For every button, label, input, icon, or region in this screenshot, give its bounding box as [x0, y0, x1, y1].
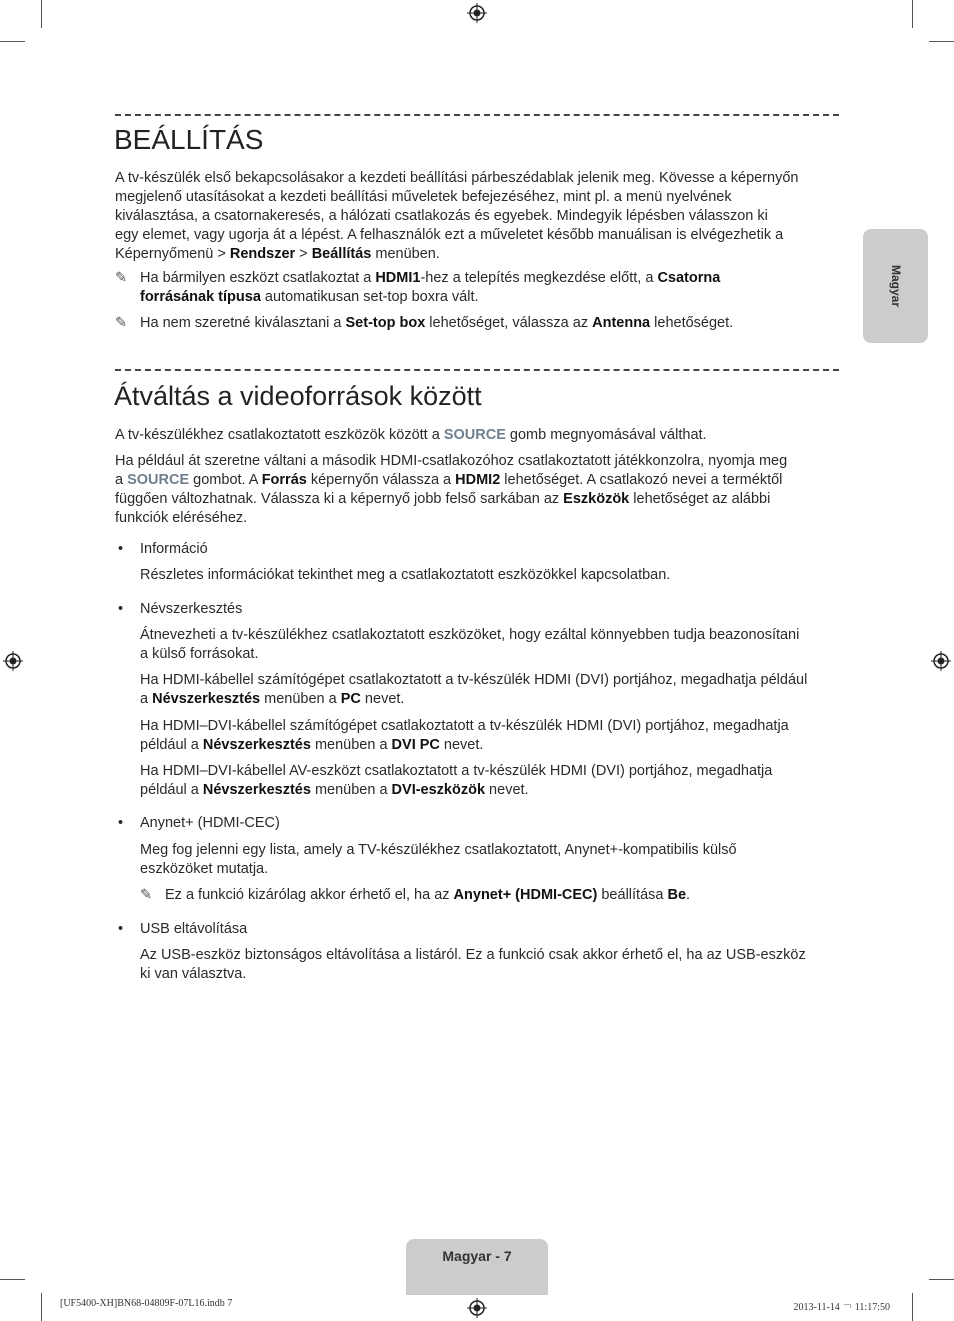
info-description: Részletes információkat tekinthet meg a csatlakoztatott eszközökkel kapcsolatban.	[140, 567, 671, 583]
footer-file-info: [UF5400-XH]BN68-04809F-07L16.indb 7	[60, 1298, 233, 1309]
anynet-description: Meg fog jelenni egy lista, amely a TV-készülékhez csatlakoztatott, Anynet+-kompatibilis külső eszközöket mutatja.	[140, 842, 737, 877]
registration-mark-icon	[3, 651, 23, 671]
footer-timestamp: 2013-11-14 ￢ 11:17:50	[793, 1302, 890, 1313]
pencil-note-icon: ✎	[115, 270, 128, 286]
section-divider	[115, 369, 839, 371]
note-hdmi1: ✎ Ha bármilyen eszközt csatlakoztat a HDMI1-hez a telepítés megkezdése előtt, a Csatorna forrásának típusa automatikusan set-top boxra vált.	[115, 270, 721, 305]
source-intro-paragraph: A tv-készülékhez csatlakoztatott eszközök között a SOURCE gomb megnyomásával válthat.	[115, 427, 707, 443]
rename-pc-example: Ha HDMI-kábellel számítógépet csatlakoztatott a tv-készülék HDMI (DVI) portjához, megadhatja például a Névszerkesztés menüben a PC nevet.	[140, 672, 808, 707]
crop-mark	[0, 1279, 25, 1280]
section-title: Átváltás a videoforrások között	[114, 381, 482, 411]
section-title: BEÁLLÍTÁS	[114, 124, 264, 155]
usb-description: Az USB-eszköz biztonságos eltávolítása a listáról. Ez a funkció csak akkor érhető el, ha az USB-eszköz ki van választva.	[140, 947, 806, 982]
rename-description: Átnevezheti a tv-készülékhez csatlakoztatott eszközöket, hogy ezáltal könnyebben tudja beazonosítani a külső forrásokat.	[140, 627, 800, 662]
crop-mark	[912, 1293, 913, 1321]
bullet-item-rename: • Névszerkesztés	[115, 600, 242, 619]
crop-mark	[41, 1293, 42, 1321]
crop-mark	[929, 1279, 954, 1280]
bullet-item-usb: • USB eltávolítása	[115, 920, 247, 939]
bullet-item-info: • Információ	[115, 540, 208, 559]
page-number: Magyar - 7	[442, 1248, 512, 1264]
bullet-symbol: •	[118, 815, 124, 831]
registration-mark-icon	[467, 1298, 487, 1318]
rename-dvi-device-example: Ha HDMI–DVI-kábellel AV-eszközt csatlakoztatott a tv-készülék HDMI (DVI) portjához, megadhatja például a Névszerkesztés menüben a DVI-eszközök nevet.	[140, 763, 773, 798]
pencil-note-icon: ✎	[140, 887, 153, 903]
language-side-tab-label: Magyar	[888, 264, 903, 308]
section-divider	[115, 114, 839, 116]
registration-mark-icon	[467, 3, 487, 23]
page-number-tab	[406, 1239, 548, 1295]
registration-mark-icon	[931, 651, 951, 671]
crop-mark	[912, 0, 913, 28]
rename-dvi-pc-example: Ha HDMI–DVI-kábellel számítógépet csatlakoztatott a tv-készülék HDMI (DVI) portjához, megadhatja például a Névszerkesztés menüben a DVI PC nevet.	[140, 718, 789, 753]
crop-mark	[0, 41, 25, 42]
note-set-top-box: ✎ Ha nem szeretné kiválasztani a Set-top box lehetőséget, válassza az Antenna lehetőséget.	[115, 315, 734, 331]
crop-mark	[41, 0, 42, 28]
bullet-item-anynet: • Anynet+ (HDMI-CEC)	[115, 814, 280, 833]
language-side-tab	[863, 229, 928, 343]
bullet-symbol: •	[118, 921, 124, 937]
crop-mark	[929, 41, 954, 42]
note-anynet: ✎ Ez a funkció kizárólag akkor érhető el, ha az Anynet+ (HDMI-CEC) beállítása Be.	[140, 887, 691, 903]
pencil-note-icon: ✎	[115, 315, 128, 331]
intro-paragraph: A tv-készülék első bekapcsolásakor a kezdeti beállítási párbeszédablak jelenik meg. Kövesse a képernyőn megjelenő utasításokat a kezdeti beállítási műveletek befejezéséhez, mint pl. a menü nyelvének kiválasztása, a csatornakeresés, a hálózati csatlakozás és egyebek. Mindegyik lépésben válasszon ki egy elemet, vagy ugorja át a lépést. A felhasználók ezt a műveletet később manuálisan is elvégezhetik a Képernyőmenü > Rendszer > Beállítás menüben.	[115, 170, 799, 262]
bullet-symbol: •	[118, 541, 124, 557]
bullet-symbol: •	[118, 601, 124, 617]
source-example-paragraph: Ha például át szeretne váltani a második HDMI-csatlakozóhoz csatlakoztatott játékkonzolra, nyomja meg a SOURCE gombot. A Forrás képernyőn válassza a HDMI2 lehetőséget. A csatlakozó nevei a terméktől függően változhatnak. Válassza ki a képernyő jobb felső sarkában az Eszközök lehetőséget az alábbi funkciók eléréséhez.	[115, 453, 788, 526]
